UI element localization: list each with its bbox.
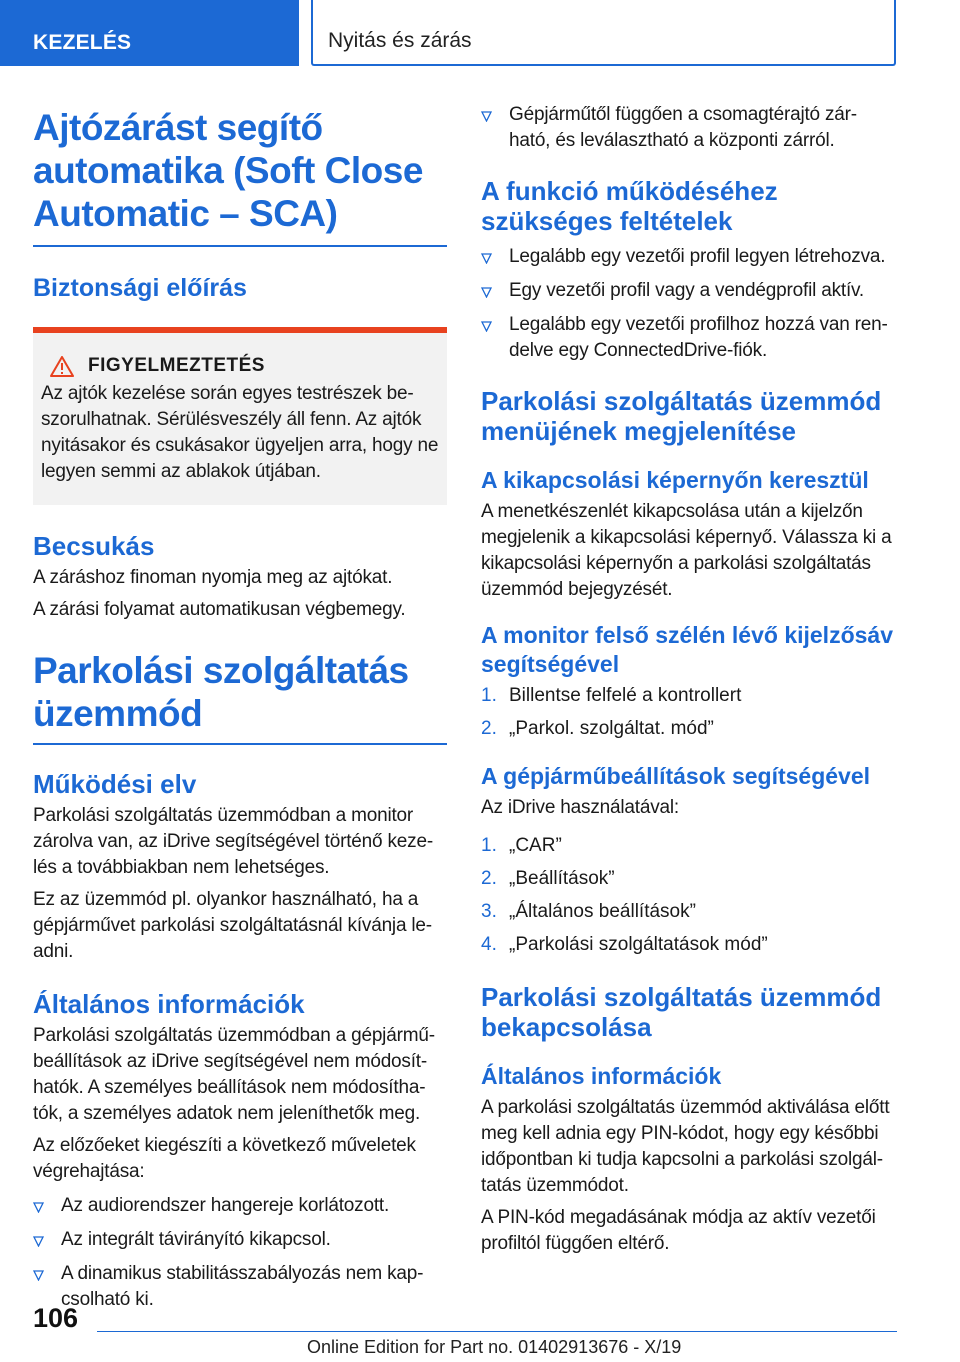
requirements-heading: A funkció működéséhez szükséges feltételek: [481, 176, 778, 236]
statusbar-heading: A monitor felső szélén lévő kijelzősáv segítségével: [481, 622, 894, 677]
right-column: [481, 100, 896, 1257]
footer-rule: [97, 1331, 897, 1332]
shutdown-heading: A kikapcsolási képernyőn keresztül: [481, 467, 869, 493]
page-header: [0, 0, 960, 66]
step-number: 2.: [481, 718, 497, 739]
info-heading: Általános információk: [481, 1063, 722, 1089]
settings-intro: Az iDrive használatával:: [481, 797, 679, 818]
general-bullet-list: [33, 1193, 447, 1313]
requirements-bullet-list: [481, 244, 896, 364]
step-number: 3.: [481, 901, 497, 922]
step-text: „Parkol. szolgáltat. mód”: [509, 718, 714, 739]
list-item: [33, 1227, 447, 1253]
warning-label: FIGYELMEZTETÉS: [88, 355, 265, 376]
bullet-text: Gépjárműtől függően a csomagtérajtó zár- ható, és leválasztható a központi zárról.: [509, 104, 857, 151]
step-number: 2.: [481, 868, 497, 889]
safety-heading: Biztonsági előírás: [33, 274, 247, 302]
step-text: „Parkolási szolgáltatások mód”: [509, 934, 768, 955]
list-item: [33, 1193, 447, 1219]
section-tab[interactable]: KEZELÉS: [0, 0, 299, 66]
list-item: [481, 312, 896, 364]
chapter-tab[interactable]: Nyitás és zárás: [311, 0, 896, 66]
warning-box: [33, 327, 447, 505]
triangle-bullet-icon: [481, 111, 492, 122]
bullet-text: Egy vezetői profil vagy a vendégprofil aktív.: [509, 280, 865, 301]
bullet-text: Legalább egy vezetői profil legyen létrehozva.: [509, 246, 886, 267]
triangle-bullet-icon: [481, 321, 492, 332]
triangle-bullet-icon: [33, 1202, 44, 1213]
list-item: [481, 683, 896, 709]
page-number: 106: [33, 1303, 79, 1333]
list-item: [481, 932, 896, 958]
settings-steps: [481, 833, 896, 958]
warning-title: [41, 355, 439, 377]
info-paragraph-1: A parkolási szolgáltatás üzemmód aktiválása előtt meg kell adnia egy PIN-kódot, hogy egy későbbi időpontban ki tudja kapcsolni a parkolási szolgál- tatás üzemmódot.: [481, 1097, 890, 1196]
bullet-text: A dinamikus stabilitásszabályozás nem kap- csolható ki.: [61, 1263, 424, 1310]
step-text: „Általános beállítások”: [509, 901, 696, 922]
top-bullet-list: [481, 102, 896, 154]
list-item: [33, 1261, 447, 1313]
triangle-bullet-icon: [33, 1270, 44, 1281]
activate-heading: Parkolási szolgáltatás üzemmód bekapcsolása: [481, 982, 882, 1042]
title-rule: [33, 245, 447, 247]
general-paragraph-2: Az előzőeket kiegészíti a következő műveletek végrehajtása:: [33, 1135, 416, 1182]
step-number: 1.: [481, 685, 497, 706]
sca-title: Ajtózárást segítő automatika (Soft Close Automatic – SCA): [33, 107, 423, 234]
closing-paragraph-1: A záráshoz finoman nyomja meg az ajtókat.: [33, 567, 393, 588]
list-item: [481, 278, 896, 304]
list-item: [481, 244, 896, 270]
bullet-text: Az audiorendszer hangereje korlátozott.: [61, 1195, 390, 1216]
list-item: [481, 899, 896, 925]
principle-paragraph-2: Ez az üzemmód pl. olyankor használható, ha a gépjárművet parkolási szolgáltatásnál kívánja le- adni.: [33, 889, 432, 962]
info-paragraph-2: A PIN-kód megadásának módja az aktív vezetői profiltól függően eltérő.: [481, 1207, 876, 1254]
menu-heading: Parkolási szolgáltatás üzemmód menüjének megjelenítése: [481, 386, 882, 446]
general-paragraph-1: Parkolási szolgáltatás üzemmódban a gépjármű- beállítások az iDrive segítségével nem módosít- hatók. A személyes beállítások nem módosítha- tók, a személyes adatok nem jeleníthetők meg.: [33, 1025, 435, 1124]
general-heading: Általános információk: [33, 989, 305, 1019]
step-number: 1.: [481, 835, 497, 856]
closing-heading: Becsukás: [33, 531, 155, 561]
step-text: „Beállítások”: [509, 868, 615, 889]
list-item: [481, 866, 896, 892]
principle-paragraph-1: Parkolási szolgáltatás üzemmódban a monitor zárolva van, az iDrive segítségével történő keze- lés a továbbiakban nem lehetséges.: [33, 805, 433, 878]
bullet-text: Legalább egy vezetői profilhoz hozzá van ren- delve egy ConnectedDrive-fiók.: [509, 314, 888, 361]
bullet-text: Az integrált távirányító kikapcsol.: [61, 1229, 331, 1250]
list-item: [481, 833, 896, 859]
triangle-bullet-icon: [481, 253, 492, 264]
step-number: 4.: [481, 934, 497, 955]
edition-text: Online Edition for Part no. 01402913676 - X/19: [307, 1337, 682, 1357]
warning-text: Az ajtók kezelése során egyes testrészek be- szorulhatnak. Sérülésveszély áll fenn. Az ajtók nyitásakor és csukásakor ügyeljen arra, hogy ne legyen semmi az ablakok útjában.: [41, 383, 439, 482]
closing-paragraph-2: A zárási folyamat automatikusan végbemegy.: [33, 599, 406, 620]
list-item: [481, 102, 896, 154]
statusbar-steps: [481, 683, 896, 742]
triangle-bullet-icon: [481, 287, 492, 298]
step-text: Billentse felfelé a kontrollert: [509, 685, 742, 706]
principle-heading: Működési elv: [33, 769, 197, 799]
shutdown-paragraph: A menetkészenlét kikapcsolása után a kijelzőn megjelenik a kikapcsolási képernyő. Válassza ki a kikapcsolási képernyőn a parkolási szolgáltatás üzemmód bejegyzését.: [481, 501, 892, 600]
list-item: [481, 716, 896, 742]
triangle-bullet-icon: [33, 1236, 44, 1247]
left-column: [33, 100, 447, 1313]
warning-triangle-icon: [50, 356, 74, 377]
settings-heading: A gépjárműbeállítások segítségével: [481, 763, 871, 789]
parking-title: Parkolási szolgáltatás üzemmód: [33, 650, 409, 734]
step-text: „CAR”: [509, 835, 562, 856]
parking-rule: [33, 743, 447, 745]
